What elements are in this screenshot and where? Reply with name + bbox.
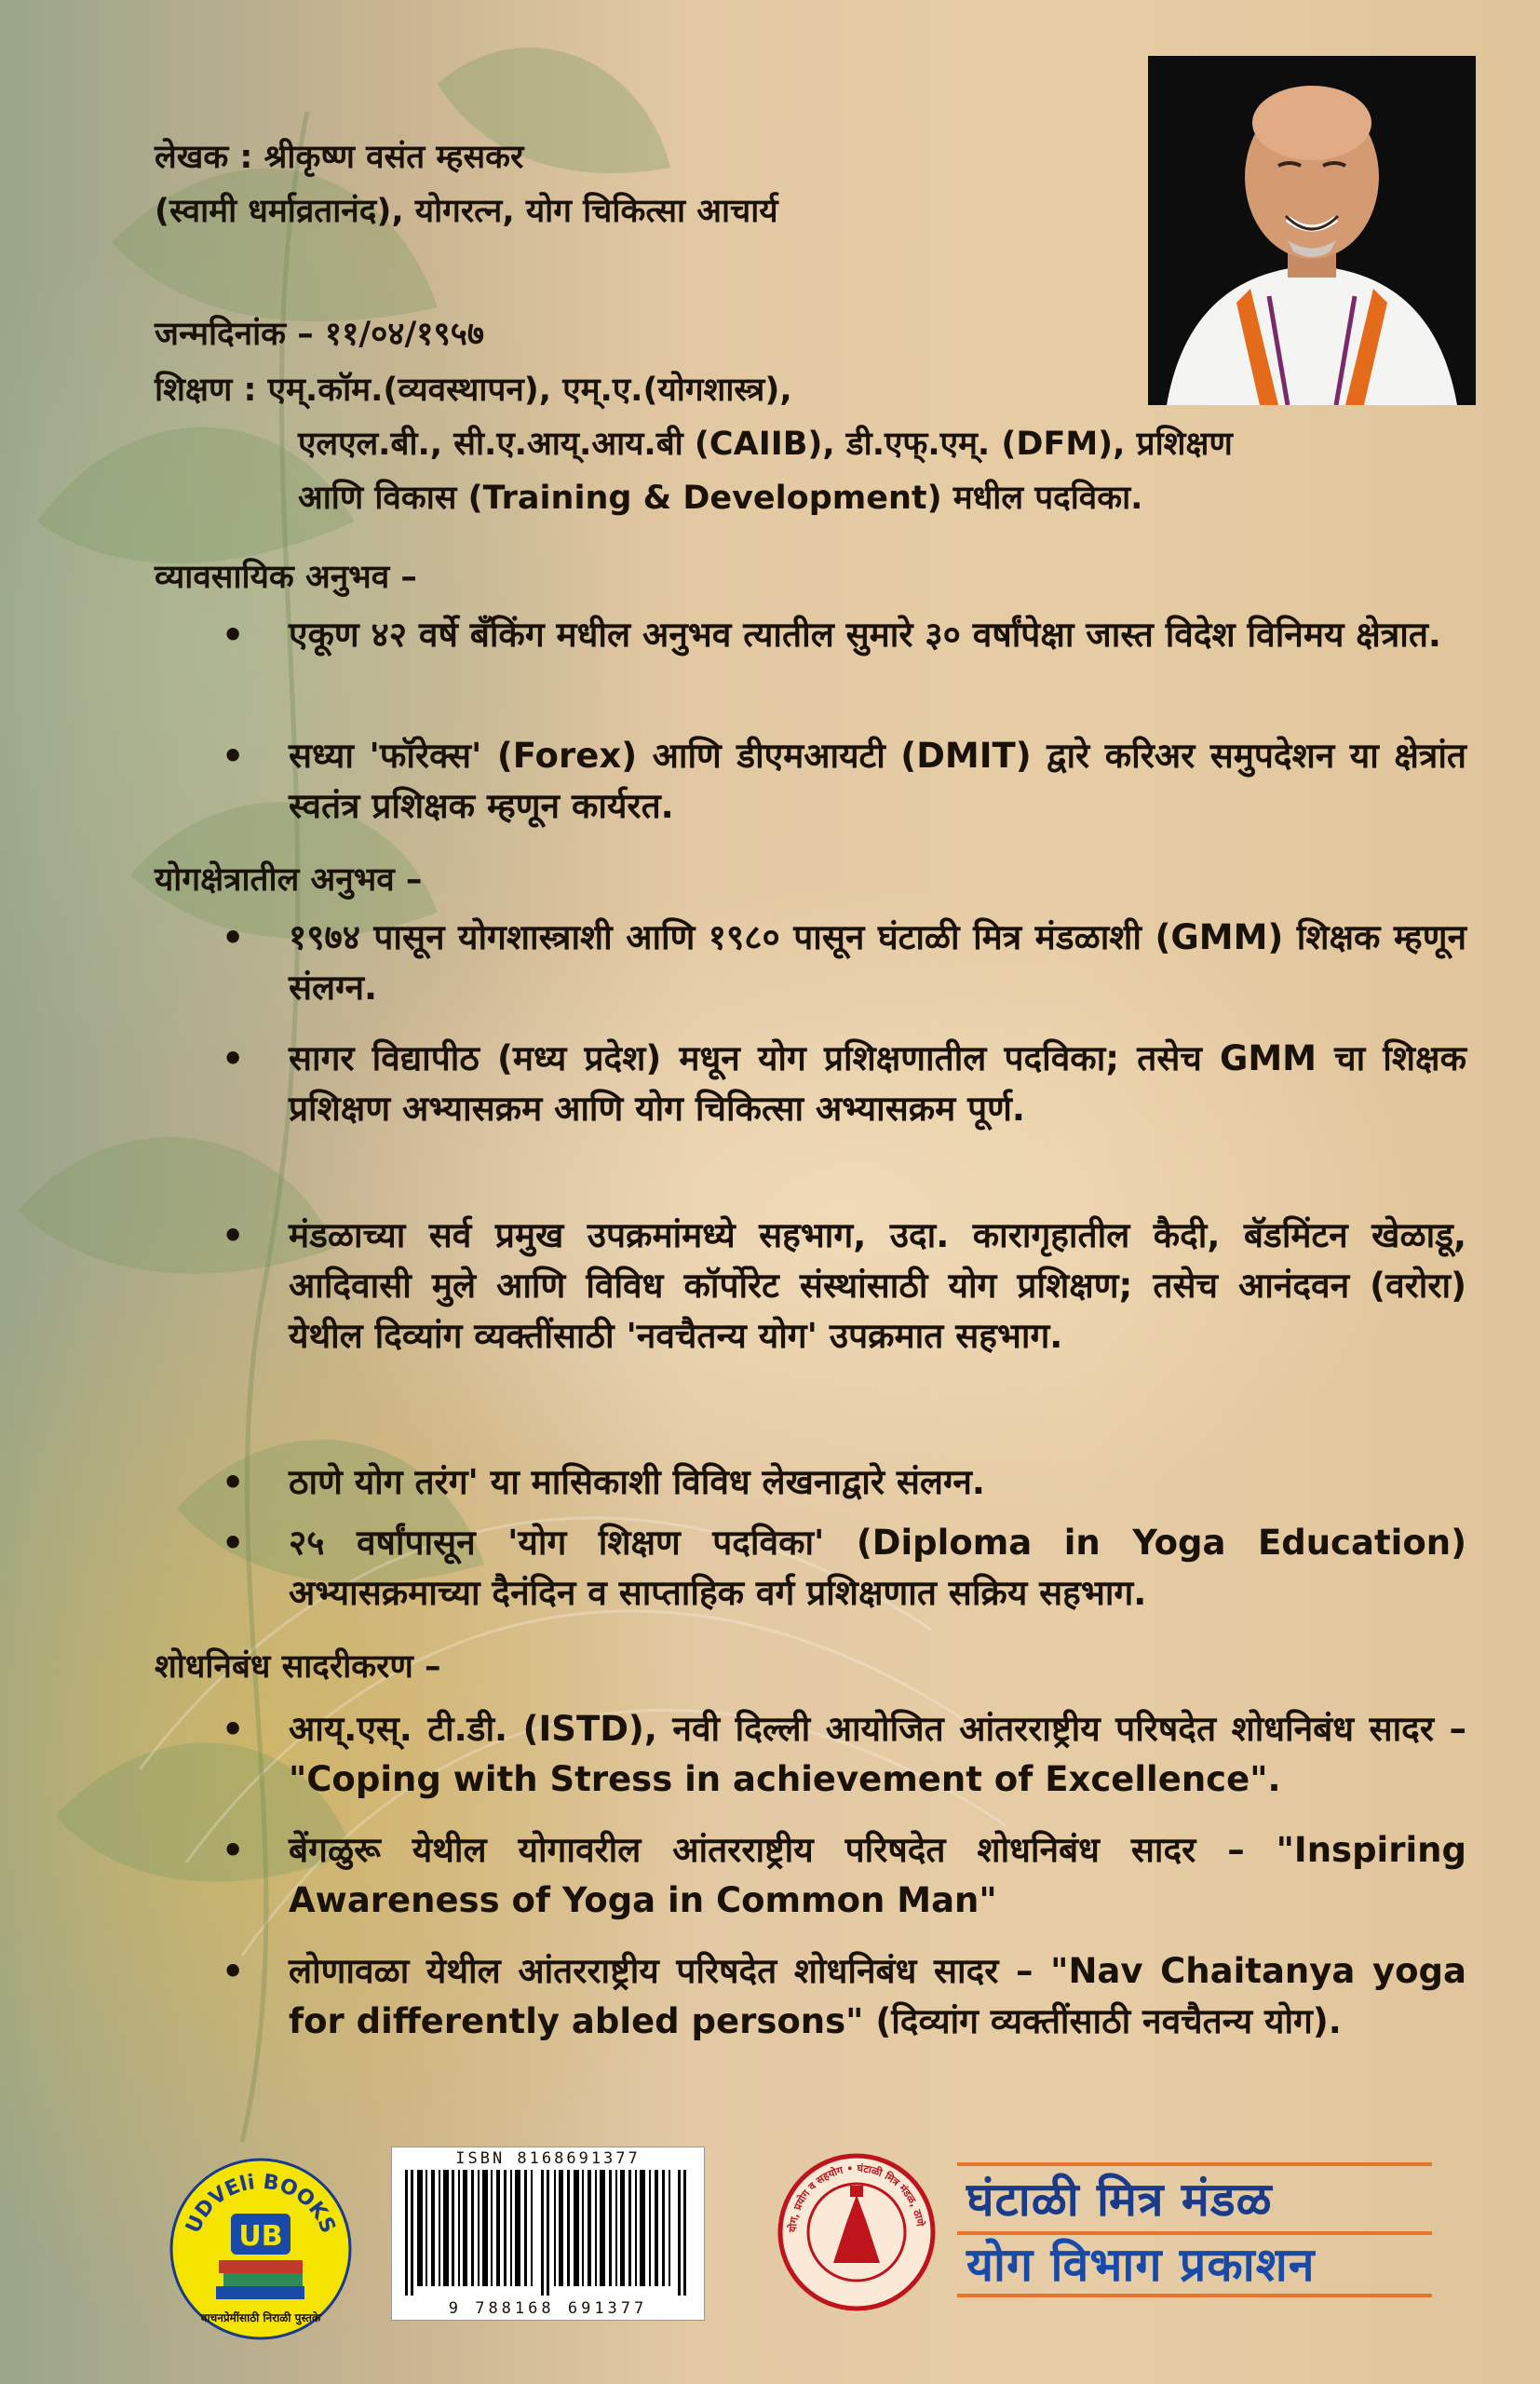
- gmm-seal-text: योग, प्रयोग व सहयोग • घंटाळी मित्र मंडळ, ठाणे: [786, 2161, 926, 2233]
- section-heading-professional: व्यावसायिक अनुभव –: [155, 559, 417, 596]
- udveli-books-logo-icon: [168, 2156, 354, 2342]
- gmm-publisher-block: [957, 2162, 1432, 2297]
- section-heading-yoga: योगक्षेत्रातील अनुभव –: [155, 861, 423, 899]
- author-education-2: एलएल.बी., सी.ए.आय्.आय.बी (CAIIB), डी.एफ्.एम्. (DFM), प्रशिक्षण: [298, 426, 1233, 463]
- author-dob: जन्मदिनांक – ११/०४/१९५७: [155, 316, 485, 353]
- isbn-bottom-text: 9 788168 691377: [448, 2299, 648, 2318]
- publisher-tagline: वाचनप्रेमींसाठी निराळी पुस्तके: [200, 2311, 321, 2324]
- list-item: लोणावळा येथील आंतरराष्ट्रीय परिषदेत शोधनिबंध सादर – "Nav Chaitanya yoga for differently abled persons" (दिव्यांग व्यक्तींसाठी नवचैतन्य योग).: [289, 1951, 1466, 2041]
- publisher-name: UDVEli BOOKS: [182, 2170, 340, 2237]
- bullet: •: [222, 1215, 245, 1256]
- author-education-3: आणि विकास (Training & Development) मधील पदविका.: [298, 480, 1143, 517]
- list-item: मंडळाच्या सर्व प्रमुख उपक्रमांमध्ये सहभाग, उदा. कारागृहातील कैदी, बॅडमिंटन खेळाडू, आदिवासी मुले आणि विविध कॉर्पोरेट संस्थांसाठी योग प्रशिक्षण; तसेच आनंदवन (वरोरा) येथील दिव्यांग व्यक्तींसाठी 'नवचैतन्य योग' उपक्रमात सहभाग.: [289, 1215, 1466, 1356]
- list-item: सागर विद्यापीठ (मध्य प्रदेश) मधून योग प्रशिक्षणातील पदविका; तसेच GMM चा शिक्षक प्रशिक्षण अभ्यासक्रम आणि योग चिकित्सा अभ्यासक्रम पूर्ण.: [289, 1038, 1466, 1129]
- list-item: ठाणे योग तरंग' या मासिकाशी विविध लेखनाद्वारे संलग्न.: [289, 1462, 985, 1502]
- list-item: एकूण ४२ वर्षे बँकिंग मधील अनुभव त्यातील सुमारे ३० वर्षांपेक्षा जास्त विदेश विनिमय क्षेत्रात.: [289, 615, 1441, 655]
- isbn-top-text: ISBN 8168691377: [455, 2149, 641, 2168]
- gmm-division: योग विभाग प्रकाशन: [966, 2238, 1316, 2292]
- list-item: बेंगळुरू येथील योगावरील आंतरराष्ट्रीय परिषदेत शोधनिबंध सादर – "Inspiring Awareness of Yoga in Common Man": [289, 1830, 1466, 1920]
- publisher-initials: UB: [238, 2220, 283, 2253]
- bullet: •: [222, 1462, 245, 1503]
- author-education-1: शिक्षण : एम्.कॉम.(व्यवस्थापन), एम्.ए.(योगशास्त्र),: [155, 372, 792, 409]
- bullet: •: [222, 1951, 245, 1992]
- divider: [957, 2231, 1432, 2235]
- bullet: •: [222, 736, 245, 777]
- bullet: •: [222, 917, 245, 958]
- bullet: •: [222, 1038, 245, 1079]
- isbn-barcode: [391, 2147, 705, 2321]
- section-heading-papers: शोधनिबंध सादरीकरण –: [155, 1648, 441, 1686]
- divider: [957, 2162, 1432, 2166]
- list-item: २५ वर्षांपासून 'योग शिक्षण पदविका' (Diploma in Yoga Education) अभ्यासक्रमाच्या दैनंदिन व साप्ताहिक वर्ग प्रशिक्षणात सक्रिय सहभाग.: [289, 1523, 1466, 1613]
- bullet: •: [222, 615, 245, 656]
- bullet: •: [222, 1830, 245, 1871]
- author-titles: (स्वामी धर्माव्रतानंद), योगरत्न, योग चिकित्सा आचार्य: [155, 193, 778, 230]
- author-name: लेखक : श्रीकृष्ण वसंत म्हसकर: [155, 139, 524, 176]
- bullet: •: [222, 1709, 245, 1750]
- list-item: आय्.एस्. टी.डी. (ISTD), नवी दिल्ली आयोजित आंतरराष्ट्रीय परिषदेत शोधनिबंध सादर – "Coping with Stress in achievement of Excellence".: [289, 1709, 1466, 1799]
- barcode-bars: [405, 2170, 689, 2296]
- list-item: १९७४ पासून योगशास्त्राशी आणि १९८० पासून घंटाळी मित्र मंडळाशी (GMM) शिक्षक म्हणून संलग्न.: [289, 917, 1466, 1008]
- gmm-name: घंटाळी मित्र मंडळ: [966, 2173, 1273, 2227]
- bullet: •: [222, 1523, 245, 1564]
- divider: [957, 2294, 1432, 2297]
- author-photo: [1148, 56, 1476, 405]
- list-item: सध्या 'फॉरेक्स' (Forex) आणि डीएमआयटी (DMIT) द्वारे करिअर समुपदेशन या क्षेत्रांत स्वतंत्र प्रशिक्षक म्हणून कार्यरत.: [289, 736, 1466, 826]
- gmm-seal-icon: [777, 2153, 936, 2311]
